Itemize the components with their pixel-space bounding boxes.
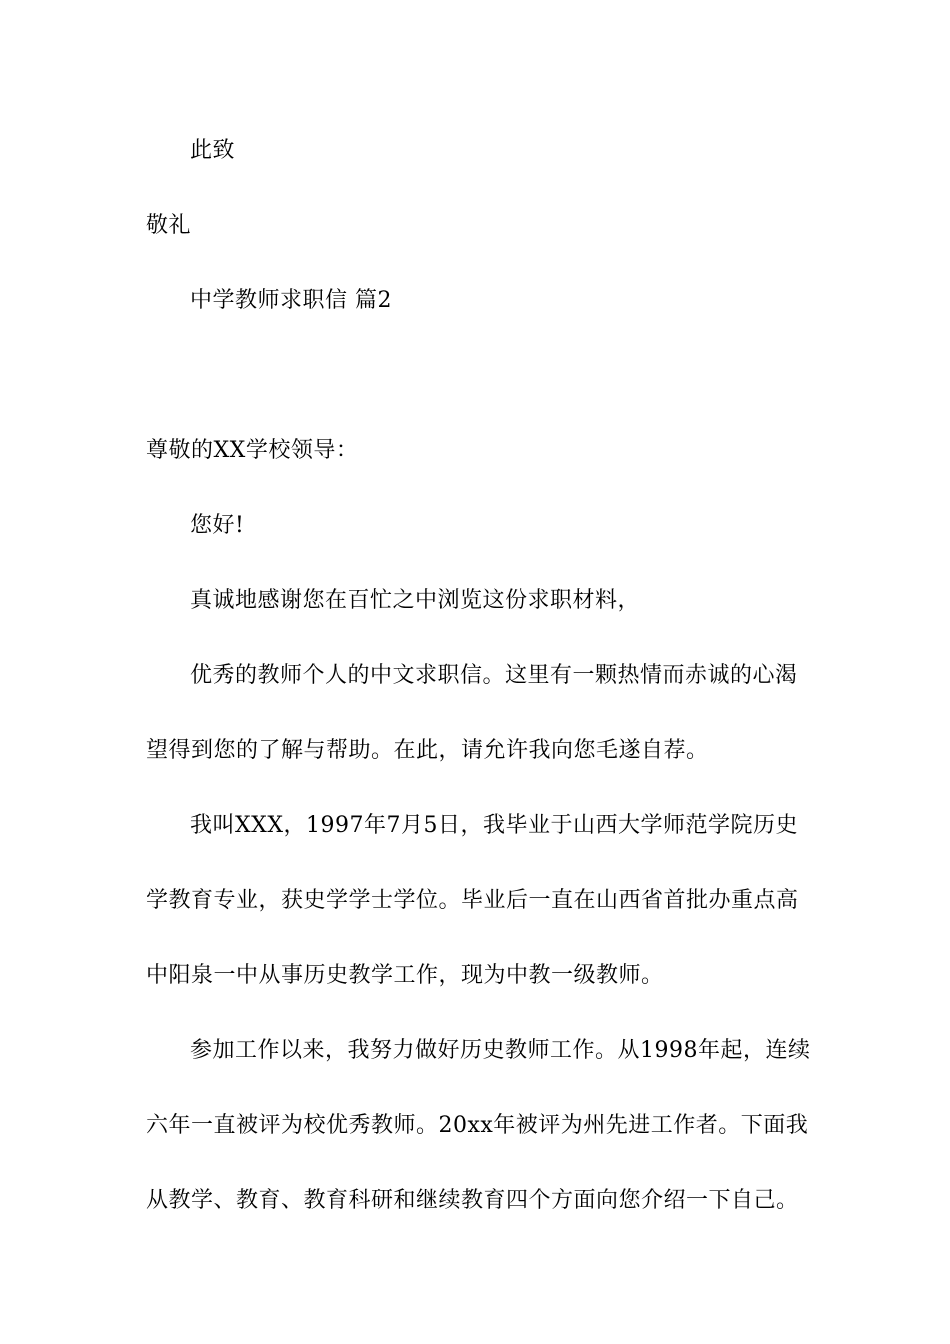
section-heading: 中学教师求职信 篇2 — [190, 288, 392, 313]
paragraph-intro-line-1: 优秀的教师个人的中文求职信。这里有一颗热情而赤诚的心渴 — [190, 663, 798, 688]
paragraph-work-line-2: 六年一直被评为校优秀教师。20xx年被评为州先进工作者。下面我 — [146, 1113, 809, 1138]
closing-regards: 敬礼 — [146, 213, 192, 238]
paragraph-intro-line-2: 望得到您的了解与帮助。在此，请允许我向您毛遂自荐。 — [146, 738, 709, 763]
paragraph-background-line-2: 学教育专业，获史学学士学位。毕业后一直在山西省首批办重点高 — [146, 888, 799, 913]
paragraph-work-line-3: 从教学、教育、教育科研和继续教育四个方面向您介绍一下自己。 — [146, 1188, 799, 1213]
greeting-hello: 您好! — [190, 513, 245, 538]
paragraph-background-line-3: 中阳泉一中从事历史教学工作，现为中教一级教师。 — [146, 963, 664, 988]
greeting-recipient: 尊敬的XX学校领导： — [146, 438, 359, 463]
closing-salutation: 此致 — [190, 138, 236, 163]
paragraph-thanks: 真诚地感谢您在百忙之中浏览这份求职材料， — [190, 588, 641, 613]
paragraph-background-line-1: 我叫XXX，1997年7月5日，我毕业于山西大学师范学院历史 — [190, 813, 798, 838]
paragraph-work-line-1: 参加工作以来，我努力做好历史教师工作。从1998年起，连续 — [190, 1038, 811, 1063]
